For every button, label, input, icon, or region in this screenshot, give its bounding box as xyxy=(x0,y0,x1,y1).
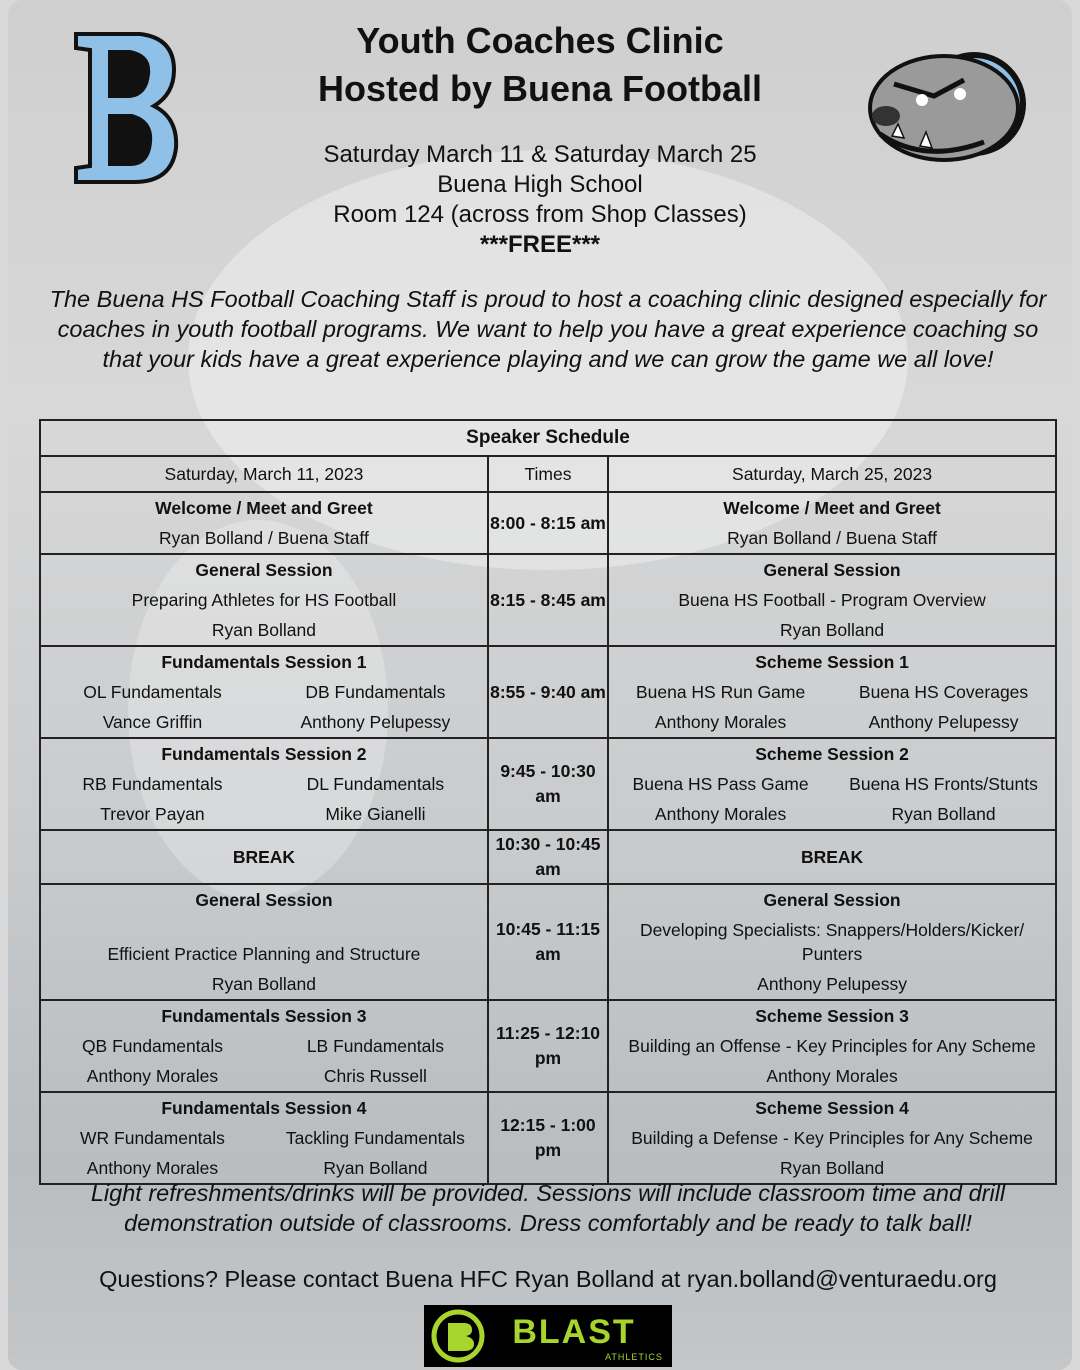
schedule-title: Speaker Schedule xyxy=(40,420,1056,456)
speaker: Ryan Bolland / Buena Staff xyxy=(727,528,937,548)
schedule-row xyxy=(40,830,1056,884)
title-line-1: Youth Coaches Clinic xyxy=(356,20,724,61)
right-day-header: Saturday, March 25, 2023 xyxy=(608,456,1056,492)
blast-athletics-logo xyxy=(424,1305,672,1367)
topic: QB Fundamentals xyxy=(81,1036,223,1056)
schedule-row xyxy=(40,492,1056,554)
topic: Building an Offense - Key Principles for Any Scheme xyxy=(628,1036,1036,1056)
speaker: Ryan Bolland xyxy=(780,1158,885,1178)
session-title: Fundamentals Session 4 xyxy=(161,1098,367,1118)
session-title: Fundamentals Session 2 xyxy=(161,744,367,764)
topic: RB Fundamentals xyxy=(82,774,223,794)
speaker: Ryan Bolland xyxy=(211,974,316,994)
session-time: 8:55 - 9:40 am xyxy=(488,646,608,738)
intro-paragraph: The Buena HS Football Coaching Staff is proud to host a coaching clinic designed especially for coaches in youth football programs. We want to help you have a great experience coaching so that your kids have a great experience playing and we can grow the game we all love! xyxy=(49,286,1047,372)
flyer xyxy=(8,0,1072,1370)
session-time: 10:30 - 10:45 am xyxy=(488,830,608,884)
session-title: General Session xyxy=(763,560,901,580)
session-time: 8:00 - 8:15 am xyxy=(488,492,608,554)
event-room: Room 124 (across from Shop Classes) xyxy=(333,201,747,228)
speaker: Mike Gianelli xyxy=(325,804,426,824)
session-title: Fundamentals Session 3 xyxy=(161,1006,367,1026)
event-dates: Saturday March 11 & Saturday March 25 xyxy=(323,141,757,168)
speaker: Anthony Morales xyxy=(654,712,787,732)
session-title: General Session xyxy=(195,560,333,580)
speaker: Ryan Bolland xyxy=(211,620,316,640)
session-time: 8:15 - 8:45 am xyxy=(488,554,608,646)
topic: Buena HS Run Game xyxy=(635,682,806,702)
speaker: Anthony Pelupessy xyxy=(300,712,451,732)
topic: Buena HS Football - Program Overview xyxy=(678,590,986,610)
blast-tagline: ATHLETICS xyxy=(605,1352,663,1362)
topic: LB Fundamentals xyxy=(306,1036,444,1056)
topic: Efficient Practice Planning and Structure xyxy=(107,944,421,964)
topic: Buena HS Fronts/Stunts xyxy=(849,774,1038,794)
speaker: Ryan Bolland / Buena Staff xyxy=(159,528,369,548)
schedule-row xyxy=(40,1092,1056,1184)
session-title: Welcome / Meet and Greet xyxy=(723,498,941,518)
speaker: Anthony Morales xyxy=(766,1066,898,1086)
topic: WR Fundamentals xyxy=(80,1128,225,1148)
session-time: 12:15 - 1:00 pm xyxy=(488,1092,608,1184)
speaker: Ryan Bolland xyxy=(323,1158,428,1178)
speaker: Anthony Morales xyxy=(654,804,787,824)
topic: Building a Defense - Key Principles for Any Scheme xyxy=(631,1128,1033,1148)
schedule-row xyxy=(40,738,1056,830)
title-line-2: Hosted by Buena Football xyxy=(317,68,763,109)
session-title: General Session xyxy=(195,890,333,910)
event-price: ***FREE*** xyxy=(479,231,601,258)
session-title: Scheme Session 3 xyxy=(755,1006,909,1026)
speaker: Anthony Pelupessy xyxy=(757,974,907,994)
topic: Developing Specialists: Snappers/Holders/Kicker/ Punters xyxy=(639,920,1025,964)
speaker: Anthony Pelupessy xyxy=(868,712,1019,732)
speaker: Chris Russell xyxy=(323,1066,427,1086)
schedule-row xyxy=(40,884,1056,1000)
times-header: Times xyxy=(488,456,608,492)
session-time: 11:25 - 12:10 pm xyxy=(488,1000,608,1092)
topic: OL Fundamentals xyxy=(83,682,222,702)
session-title: Fundamentals Session 1 xyxy=(161,652,367,672)
session-time: 10:45 - 11:15 am xyxy=(488,884,608,1000)
topic: Tackling Fundamentals xyxy=(285,1128,465,1148)
topic: DB Fundamentals xyxy=(305,682,446,702)
topic: DL Fundamentals xyxy=(306,774,445,794)
session-title: Scheme Session 4 xyxy=(755,1098,909,1118)
session-time: 9:45 - 10:30 am xyxy=(488,738,608,830)
session-title: General Session xyxy=(763,890,901,910)
event-school: Buena High School xyxy=(437,171,643,198)
contact-line: Questions? Please contact Buena HFC Ryan Bolland at ryan.bolland@venturaedu.org xyxy=(99,1266,997,1292)
schedule-row xyxy=(40,646,1056,738)
session-title: Welcome / Meet and Greet xyxy=(155,498,373,518)
topic: Buena HS Coverages xyxy=(858,682,1029,702)
speaker: Anthony Morales xyxy=(86,1158,219,1178)
schedule-row xyxy=(40,1000,1056,1092)
speaker-schedule-table xyxy=(39,419,1057,1185)
break-label: BREAK xyxy=(608,830,1056,884)
speaker: Trevor Payan xyxy=(100,804,205,824)
speaker: Ryan Bolland xyxy=(780,620,885,640)
outro-paragraph: Light refreshments/drinks will be provided. Sessions will include classroom time and drill demonstration outside of classrooms. Dress comfortably and be ready to talk ball! xyxy=(90,1180,1006,1236)
left-day-header: Saturday, March 11, 2023 xyxy=(40,456,488,492)
schedule-row xyxy=(40,554,1056,646)
topic: Preparing Athletes for HS Football xyxy=(131,590,397,610)
blast-b-icon xyxy=(424,1305,672,1367)
session-title: Scheme Session 1 xyxy=(755,652,909,672)
blast-name: BLAST xyxy=(512,1313,636,1351)
topic: Buena HS Pass Game xyxy=(632,774,809,794)
speaker: Ryan Bolland xyxy=(891,804,996,824)
session-title: Scheme Session 2 xyxy=(755,744,909,764)
speaker: Anthony Morales xyxy=(86,1066,219,1086)
break-label: BREAK xyxy=(40,830,488,884)
speaker: Vance Griffin xyxy=(102,712,203,732)
